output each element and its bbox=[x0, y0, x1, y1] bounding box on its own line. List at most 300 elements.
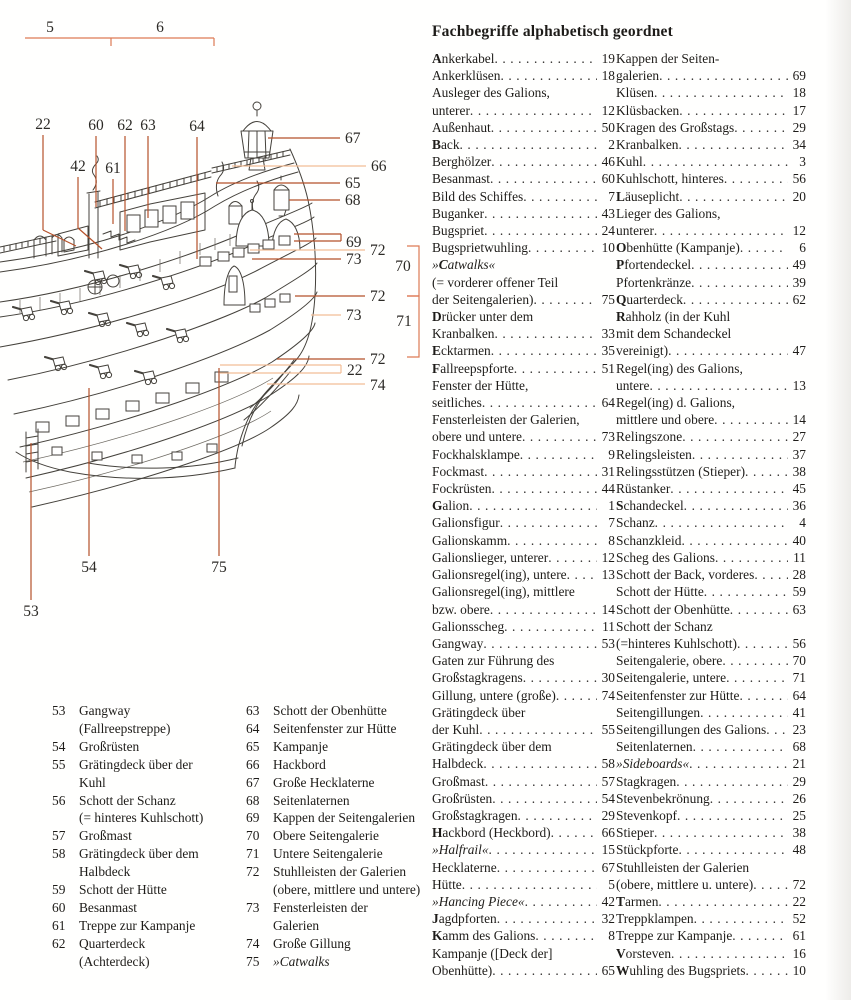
index-entry-line bbox=[432, 205, 615, 222]
dot-leader bbox=[556, 687, 597, 704]
legend-label-line: Große Hecklaterne bbox=[273, 774, 375, 790]
page-number: 8 bbox=[608, 532, 615, 548]
index-entry-line bbox=[432, 566, 615, 583]
legend-number: 70 bbox=[246, 828, 260, 844]
dot-leader bbox=[535, 927, 597, 944]
index-term: »Halfrail« bbox=[432, 842, 489, 858]
legend-label-line: Kuhl bbox=[79, 774, 106, 790]
dot-leader bbox=[520, 446, 597, 463]
index-entry-line bbox=[616, 463, 806, 480]
legend-label bbox=[79, 827, 248, 845]
index-entry-line bbox=[616, 790, 806, 807]
index-entry-line bbox=[432, 738, 615, 755]
dot-leader bbox=[490, 601, 597, 618]
index-term: Fallreepspforte bbox=[432, 360, 514, 376]
dot-leader bbox=[670, 480, 788, 497]
dot-leader bbox=[507, 532, 597, 549]
page-number: 27 bbox=[792, 429, 806, 445]
dot-leader bbox=[497, 910, 597, 927]
page-number: 44 bbox=[601, 481, 615, 497]
index-entry-line bbox=[616, 893, 806, 910]
index-term: Regel(ing) d. Galions, bbox=[616, 395, 736, 411]
dot-leader bbox=[745, 463, 788, 480]
dot-leader bbox=[491, 119, 597, 136]
page-number: 59 bbox=[792, 584, 806, 600]
dot-leader bbox=[739, 687, 788, 704]
page-number: 10 bbox=[792, 962, 806, 978]
page-number: 9 bbox=[608, 446, 615, 462]
page-number: 21 bbox=[792, 756, 806, 772]
legend-label-line: Hackbord bbox=[273, 756, 326, 772]
index-term: Klüsen bbox=[616, 85, 654, 101]
index-entry-line bbox=[432, 910, 615, 927]
index-entry-line bbox=[616, 411, 806, 428]
mizzen-mast bbox=[87, 156, 100, 258]
dot-leader bbox=[485, 773, 597, 790]
index-term: unterer bbox=[432, 102, 470, 118]
index-term: Wuhling des Bugspriets bbox=[616, 962, 746, 978]
dot-leader bbox=[668, 342, 788, 359]
index-term: Schanzkleid bbox=[616, 532, 682, 548]
index-term: Seitengalerie, obere bbox=[616, 653, 723, 669]
index-entry-line bbox=[616, 927, 806, 944]
index-term: Läuseplicht bbox=[616, 188, 680, 204]
index-entry-line bbox=[616, 256, 806, 273]
index-entry-line bbox=[432, 927, 615, 944]
index-term: bzw. obere bbox=[432, 601, 490, 617]
callout-number: 54 bbox=[81, 559, 97, 576]
callout-number: 73 bbox=[346, 251, 362, 268]
legend-label bbox=[273, 935, 451, 953]
dot-leader bbox=[479, 721, 597, 738]
index-term: Ankerkabel bbox=[432, 51, 495, 66]
page-number: 23 bbox=[792, 721, 806, 737]
index-term: Lieger des Galions, bbox=[616, 205, 721, 221]
legend-label bbox=[79, 845, 248, 881]
dot-leader bbox=[484, 463, 597, 480]
legend-item bbox=[246, 845, 451, 863]
page-number: 41 bbox=[792, 704, 806, 720]
dot-leader bbox=[732, 927, 788, 944]
callout-number: 63 bbox=[140, 117, 156, 134]
page-number: 35 bbox=[601, 343, 615, 359]
index-term: (= vorderer offener Teil bbox=[432, 274, 559, 290]
legend-label bbox=[273, 702, 451, 720]
dot-leader bbox=[684, 497, 788, 514]
index-entry-line bbox=[616, 910, 806, 927]
legend-label bbox=[273, 720, 451, 738]
legend-item bbox=[52, 738, 248, 756]
dot-leader bbox=[484, 222, 597, 239]
index-term: Schott der Schanz bbox=[616, 618, 713, 634]
index-term: Schanz bbox=[616, 515, 655, 531]
index-term: Gillung, untere (große) bbox=[432, 687, 556, 703]
index-term: Ankerklüsen bbox=[432, 68, 501, 84]
legend-item bbox=[246, 756, 451, 774]
legend-label-line: Grätingdeck über der bbox=[79, 756, 193, 772]
page-number: 12 bbox=[792, 223, 806, 239]
page-number: 19 bbox=[601, 51, 615, 66]
index-entry-line bbox=[432, 394, 615, 411]
page-number: 63 bbox=[792, 601, 806, 617]
page-number: 10 bbox=[601, 240, 615, 256]
page-number: 25 bbox=[792, 807, 806, 823]
index-entry-line bbox=[432, 411, 615, 428]
page-number: 52 bbox=[792, 911, 806, 927]
dot-leader bbox=[724, 170, 788, 187]
legend-label-line: Großrüsten bbox=[79, 738, 140, 754]
callout-number: 72 bbox=[370, 242, 386, 259]
dot-leader bbox=[671, 945, 788, 962]
legend-column-2 bbox=[246, 702, 451, 971]
legend-label bbox=[79, 738, 248, 756]
page-number: 33 bbox=[601, 326, 615, 342]
index-term: Hütte bbox=[432, 876, 462, 892]
index-term: Back bbox=[432, 137, 460, 153]
dot-leader bbox=[494, 50, 597, 67]
index-term: Berghölzer bbox=[432, 154, 492, 170]
index-term: »Sideboards« bbox=[616, 756, 690, 772]
page-edge-shadow bbox=[825, 0, 851, 1000]
legend-number: 74 bbox=[246, 935, 260, 951]
dot-leader bbox=[649, 377, 788, 394]
page-number: 18 bbox=[792, 85, 806, 101]
dot-leader bbox=[745, 962, 788, 979]
index-entry-line bbox=[432, 859, 615, 876]
index-term: Halbdeck bbox=[432, 756, 484, 772]
index-term: Galionsfigur bbox=[432, 515, 500, 531]
dot-leader bbox=[683, 291, 788, 308]
page-number: 56 bbox=[792, 635, 806, 651]
index-term: Seitengillungen bbox=[616, 704, 701, 720]
dot-leader bbox=[500, 67, 597, 84]
callout-line bbox=[220, 365, 341, 373]
index-term: Kragen des Großstags bbox=[616, 119, 735, 135]
index-column-1 bbox=[432, 50, 615, 979]
legend-label-line: Fensterleisten der bbox=[273, 899, 368, 915]
legend-item bbox=[246, 935, 451, 953]
page-number: 53 bbox=[601, 635, 615, 651]
page-number: 2 bbox=[608, 137, 615, 153]
legend-item bbox=[246, 792, 451, 810]
dot-leader bbox=[497, 859, 597, 876]
legend-number: 75 bbox=[246, 953, 260, 969]
index-term: Treppklampen bbox=[616, 911, 694, 927]
dot-leader bbox=[676, 773, 788, 790]
legend-item bbox=[52, 845, 248, 881]
page-number: 72 bbox=[792, 876, 806, 892]
index-entry-line bbox=[432, 256, 615, 273]
page-number: 38 bbox=[792, 825, 806, 841]
index-entry-line bbox=[616, 84, 806, 101]
page-number: 64 bbox=[792, 687, 806, 703]
page-number: 56 bbox=[792, 171, 806, 187]
page-number: 58 bbox=[601, 756, 615, 772]
index-entry-line bbox=[616, 669, 806, 686]
index-term: Rahholz (in der Kuhl bbox=[616, 309, 731, 325]
page-number: 65 bbox=[601, 962, 615, 978]
callout-number: 60 bbox=[88, 117, 104, 134]
page-number: 29 bbox=[601, 807, 615, 823]
index-entry-line bbox=[432, 274, 615, 291]
index-entry-line bbox=[616, 859, 806, 876]
dot-leader bbox=[491, 342, 597, 359]
callout-number: 22 bbox=[347, 362, 363, 379]
legend-label bbox=[273, 792, 451, 810]
callout-number: 6 bbox=[156, 19, 164, 36]
page-number: 5 bbox=[608, 876, 615, 892]
page-number: 13 bbox=[792, 377, 806, 393]
page-number: 4 bbox=[799, 515, 806, 531]
index-term: Treppe zur Kampanje bbox=[616, 928, 733, 944]
index-term: Buganker bbox=[432, 205, 485, 221]
legend-number: 64 bbox=[246, 720, 260, 736]
index-term: »Catwalks« bbox=[432, 257, 496, 273]
legend-label-line: Quarterdeck bbox=[79, 935, 146, 951]
legend-label-line: Schott der Obenhütte bbox=[273, 703, 387, 718]
index-entry-line bbox=[432, 342, 615, 359]
dot-leader bbox=[523, 669, 597, 686]
legend-label bbox=[273, 899, 451, 935]
index-entry-line bbox=[432, 807, 615, 824]
callout-number: 53 bbox=[23, 603, 39, 620]
legend-item bbox=[246, 827, 451, 845]
dot-leader bbox=[469, 497, 597, 514]
dot-leader bbox=[491, 153, 597, 170]
index-term: Großmast bbox=[432, 773, 485, 789]
index-term: Relingszone bbox=[616, 429, 683, 445]
index-entry-line bbox=[432, 497, 615, 514]
index-entry-line bbox=[432, 532, 615, 549]
legend-number: 57 bbox=[52, 828, 66, 844]
index-entry-line bbox=[432, 84, 615, 101]
legend-label-line: Halbdeck bbox=[79, 864, 131, 880]
index-term: Schott der Obenhütte bbox=[616, 601, 730, 617]
callout-number: 67 bbox=[345, 130, 361, 147]
index-entry-line bbox=[432, 325, 615, 342]
callout-number: 42 bbox=[70, 158, 86, 175]
legend-number: 69 bbox=[246, 810, 260, 826]
dot-leader bbox=[704, 583, 788, 600]
index-term: Großstagkragens bbox=[432, 670, 523, 686]
page-number: 43 bbox=[601, 205, 615, 221]
index-entry-line bbox=[432, 618, 615, 635]
index-entry-line bbox=[616, 773, 806, 790]
legend-label bbox=[273, 827, 451, 845]
callout-number: 65 bbox=[345, 175, 361, 192]
dot-leader bbox=[534, 291, 598, 308]
index-entry-line bbox=[432, 669, 615, 686]
legend-number: 63 bbox=[246, 703, 260, 718]
index-entry-line bbox=[432, 308, 615, 325]
index-term: mittlere und obere bbox=[616, 412, 715, 428]
index-entry-line bbox=[616, 446, 806, 463]
legend-label-line: (obere, mittlere und untere) bbox=[273, 882, 421, 898]
legend-number: 59 bbox=[52, 882, 66, 898]
index-entry-line bbox=[616, 308, 806, 325]
dot-leader bbox=[643, 153, 788, 170]
dot-leader bbox=[492, 790, 597, 807]
scale-bracket bbox=[25, 38, 214, 46]
index-term: Stagkragen bbox=[616, 773, 677, 789]
index-entry-line bbox=[616, 222, 806, 239]
page-number: 50 bbox=[601, 119, 615, 135]
legend-item bbox=[246, 809, 451, 827]
dot-leader bbox=[715, 549, 788, 566]
page-number: 6 bbox=[799, 240, 806, 256]
page-number: 74 bbox=[601, 687, 615, 703]
index-entry-line bbox=[432, 635, 615, 652]
legend-number: 68 bbox=[246, 792, 260, 808]
index-entry-line bbox=[616, 704, 806, 721]
index-term: Seitenlaternen bbox=[616, 739, 693, 755]
legend-label bbox=[79, 702, 248, 738]
dot-leader bbox=[737, 635, 788, 652]
dot-leader bbox=[483, 635, 597, 652]
index-term: Fensterleisten der Galerien, bbox=[432, 412, 580, 428]
index-entry-line bbox=[616, 635, 806, 652]
dot-leader bbox=[504, 618, 597, 635]
index-term: Gangway bbox=[432, 635, 484, 651]
dot-leader bbox=[689, 755, 788, 772]
index-term: (=hinteres Kuhlschott) bbox=[616, 635, 737, 651]
page-number: 29 bbox=[792, 119, 806, 135]
legend-label-line: Seitenfenster zur Hütte bbox=[273, 720, 397, 736]
page-number: 47 bbox=[792, 343, 806, 359]
index-term: Galionslieger, unterer bbox=[432, 549, 549, 565]
dot-leader bbox=[753, 876, 788, 893]
legend-label-line: Obere Seitengalerie bbox=[273, 828, 379, 844]
index-term: Hecklaterne bbox=[432, 859, 497, 875]
page-number: 57 bbox=[601, 773, 615, 789]
legend-column-1 bbox=[52, 702, 248, 971]
page-number: 18 bbox=[601, 68, 615, 84]
legend-label bbox=[273, 845, 451, 863]
legend-item bbox=[52, 827, 248, 845]
page-number: 67 bbox=[601, 859, 615, 875]
index-entry-line bbox=[616, 428, 806, 445]
callout-number: 71 bbox=[396, 313, 412, 330]
dot-leader bbox=[678, 136, 788, 153]
index-term: Bugspriet bbox=[432, 223, 485, 239]
page-number: 45 bbox=[792, 481, 806, 497]
page-number: 75 bbox=[601, 291, 615, 307]
index-entry-line bbox=[616, 841, 806, 858]
dot-leader bbox=[514, 360, 597, 377]
dot-leader bbox=[654, 222, 788, 239]
index-term: Vorsteven bbox=[616, 945, 672, 961]
index-entry-line bbox=[432, 755, 615, 772]
index-entry-line bbox=[616, 205, 806, 222]
index-term: Stevenkopf bbox=[616, 807, 677, 823]
dot-leader bbox=[691, 256, 788, 273]
legend-number: 72 bbox=[246, 864, 260, 880]
legend-label-line: Galerien bbox=[273, 917, 320, 933]
dot-leader bbox=[726, 669, 788, 686]
index-entry-line bbox=[616, 153, 806, 170]
page-number: 17 bbox=[792, 102, 806, 118]
index-term: Drücker unter dem bbox=[432, 309, 534, 325]
index-entry-line bbox=[616, 342, 806, 359]
legend-item bbox=[52, 899, 248, 917]
legend-label bbox=[273, 774, 451, 792]
legend-number: 54 bbox=[52, 738, 66, 754]
index-entry-line bbox=[432, 514, 615, 531]
index-term: (obere, mittlere u. untere) bbox=[616, 876, 754, 892]
index-term: Stevenbekrönung bbox=[616, 790, 710, 806]
index-term: Fenster der Hütte, bbox=[432, 377, 529, 393]
dot-leader bbox=[525, 893, 597, 910]
legend-number: 60 bbox=[52, 899, 66, 915]
page-number: 51 bbox=[601, 360, 615, 376]
dot-leader bbox=[518, 807, 597, 824]
dot-leader bbox=[494, 325, 597, 342]
dot-leader bbox=[714, 411, 788, 428]
index-term: Tarmen bbox=[616, 893, 659, 909]
index-term: Fockmast bbox=[432, 463, 485, 479]
dot-leader bbox=[681, 532, 788, 549]
index-term: Großrüsten bbox=[432, 790, 493, 806]
dot-leader bbox=[482, 394, 597, 411]
page-number: 39 bbox=[792, 274, 806, 290]
page-number: 66 bbox=[601, 825, 615, 841]
legend-number: 61 bbox=[52, 917, 66, 933]
index-entry-line bbox=[616, 291, 806, 308]
page-number: 12 bbox=[601, 102, 615, 118]
index-entry-line bbox=[616, 618, 806, 635]
index-term: Kappen der Seiten- bbox=[616, 51, 720, 66]
legend-number: 65 bbox=[246, 738, 260, 754]
page-number: 16 bbox=[792, 945, 806, 961]
index-entry-line bbox=[432, 102, 615, 119]
index-term: Galionskamm bbox=[432, 532, 508, 548]
index-entry-line bbox=[432, 480, 615, 497]
index-entry-line bbox=[432, 893, 615, 910]
index-entry-line bbox=[616, 738, 806, 755]
dot-leader bbox=[460, 136, 597, 153]
legend-label bbox=[79, 899, 248, 917]
legend-number: 73 bbox=[246, 899, 260, 915]
page-number: 12 bbox=[601, 549, 615, 565]
callout-number: 5 bbox=[46, 19, 54, 36]
index-entry-line bbox=[616, 274, 806, 291]
index-term: Kuhl bbox=[616, 154, 643, 170]
legend-label-line: Große Gillung bbox=[273, 935, 351, 951]
index-term: Gaten zur Führung des bbox=[432, 653, 555, 669]
legend-label-line: Kappen der Seitengalerien bbox=[273, 810, 416, 826]
ship-stern-engraving bbox=[0, 0, 430, 700]
page-number: 3 bbox=[799, 154, 806, 170]
index-term: Ausleger des Galions, bbox=[432, 85, 550, 101]
callout-number: 69 bbox=[346, 234, 362, 251]
index-term: obere und untere bbox=[432, 429, 522, 445]
index-entry-line bbox=[432, 50, 615, 67]
index-term: Rüstanker bbox=[616, 481, 671, 497]
dot-leader bbox=[567, 566, 597, 583]
legend-number: 58 bbox=[52, 846, 66, 862]
index-entry-line bbox=[616, 945, 806, 962]
legend-label bbox=[273, 953, 451, 971]
index-term: der Kuhl bbox=[432, 721, 480, 737]
index-term: Seitengalerie, untere bbox=[616, 670, 727, 686]
page-number: 8 bbox=[608, 928, 615, 944]
index-term: Bild des Schiffes bbox=[432, 188, 524, 204]
stern-outline bbox=[16, 149, 316, 478]
dot-leader bbox=[548, 549, 597, 566]
dot-leader bbox=[492, 480, 597, 497]
index-term: Klüsbacken bbox=[616, 102, 680, 118]
legend-number: 56 bbox=[52, 792, 66, 808]
